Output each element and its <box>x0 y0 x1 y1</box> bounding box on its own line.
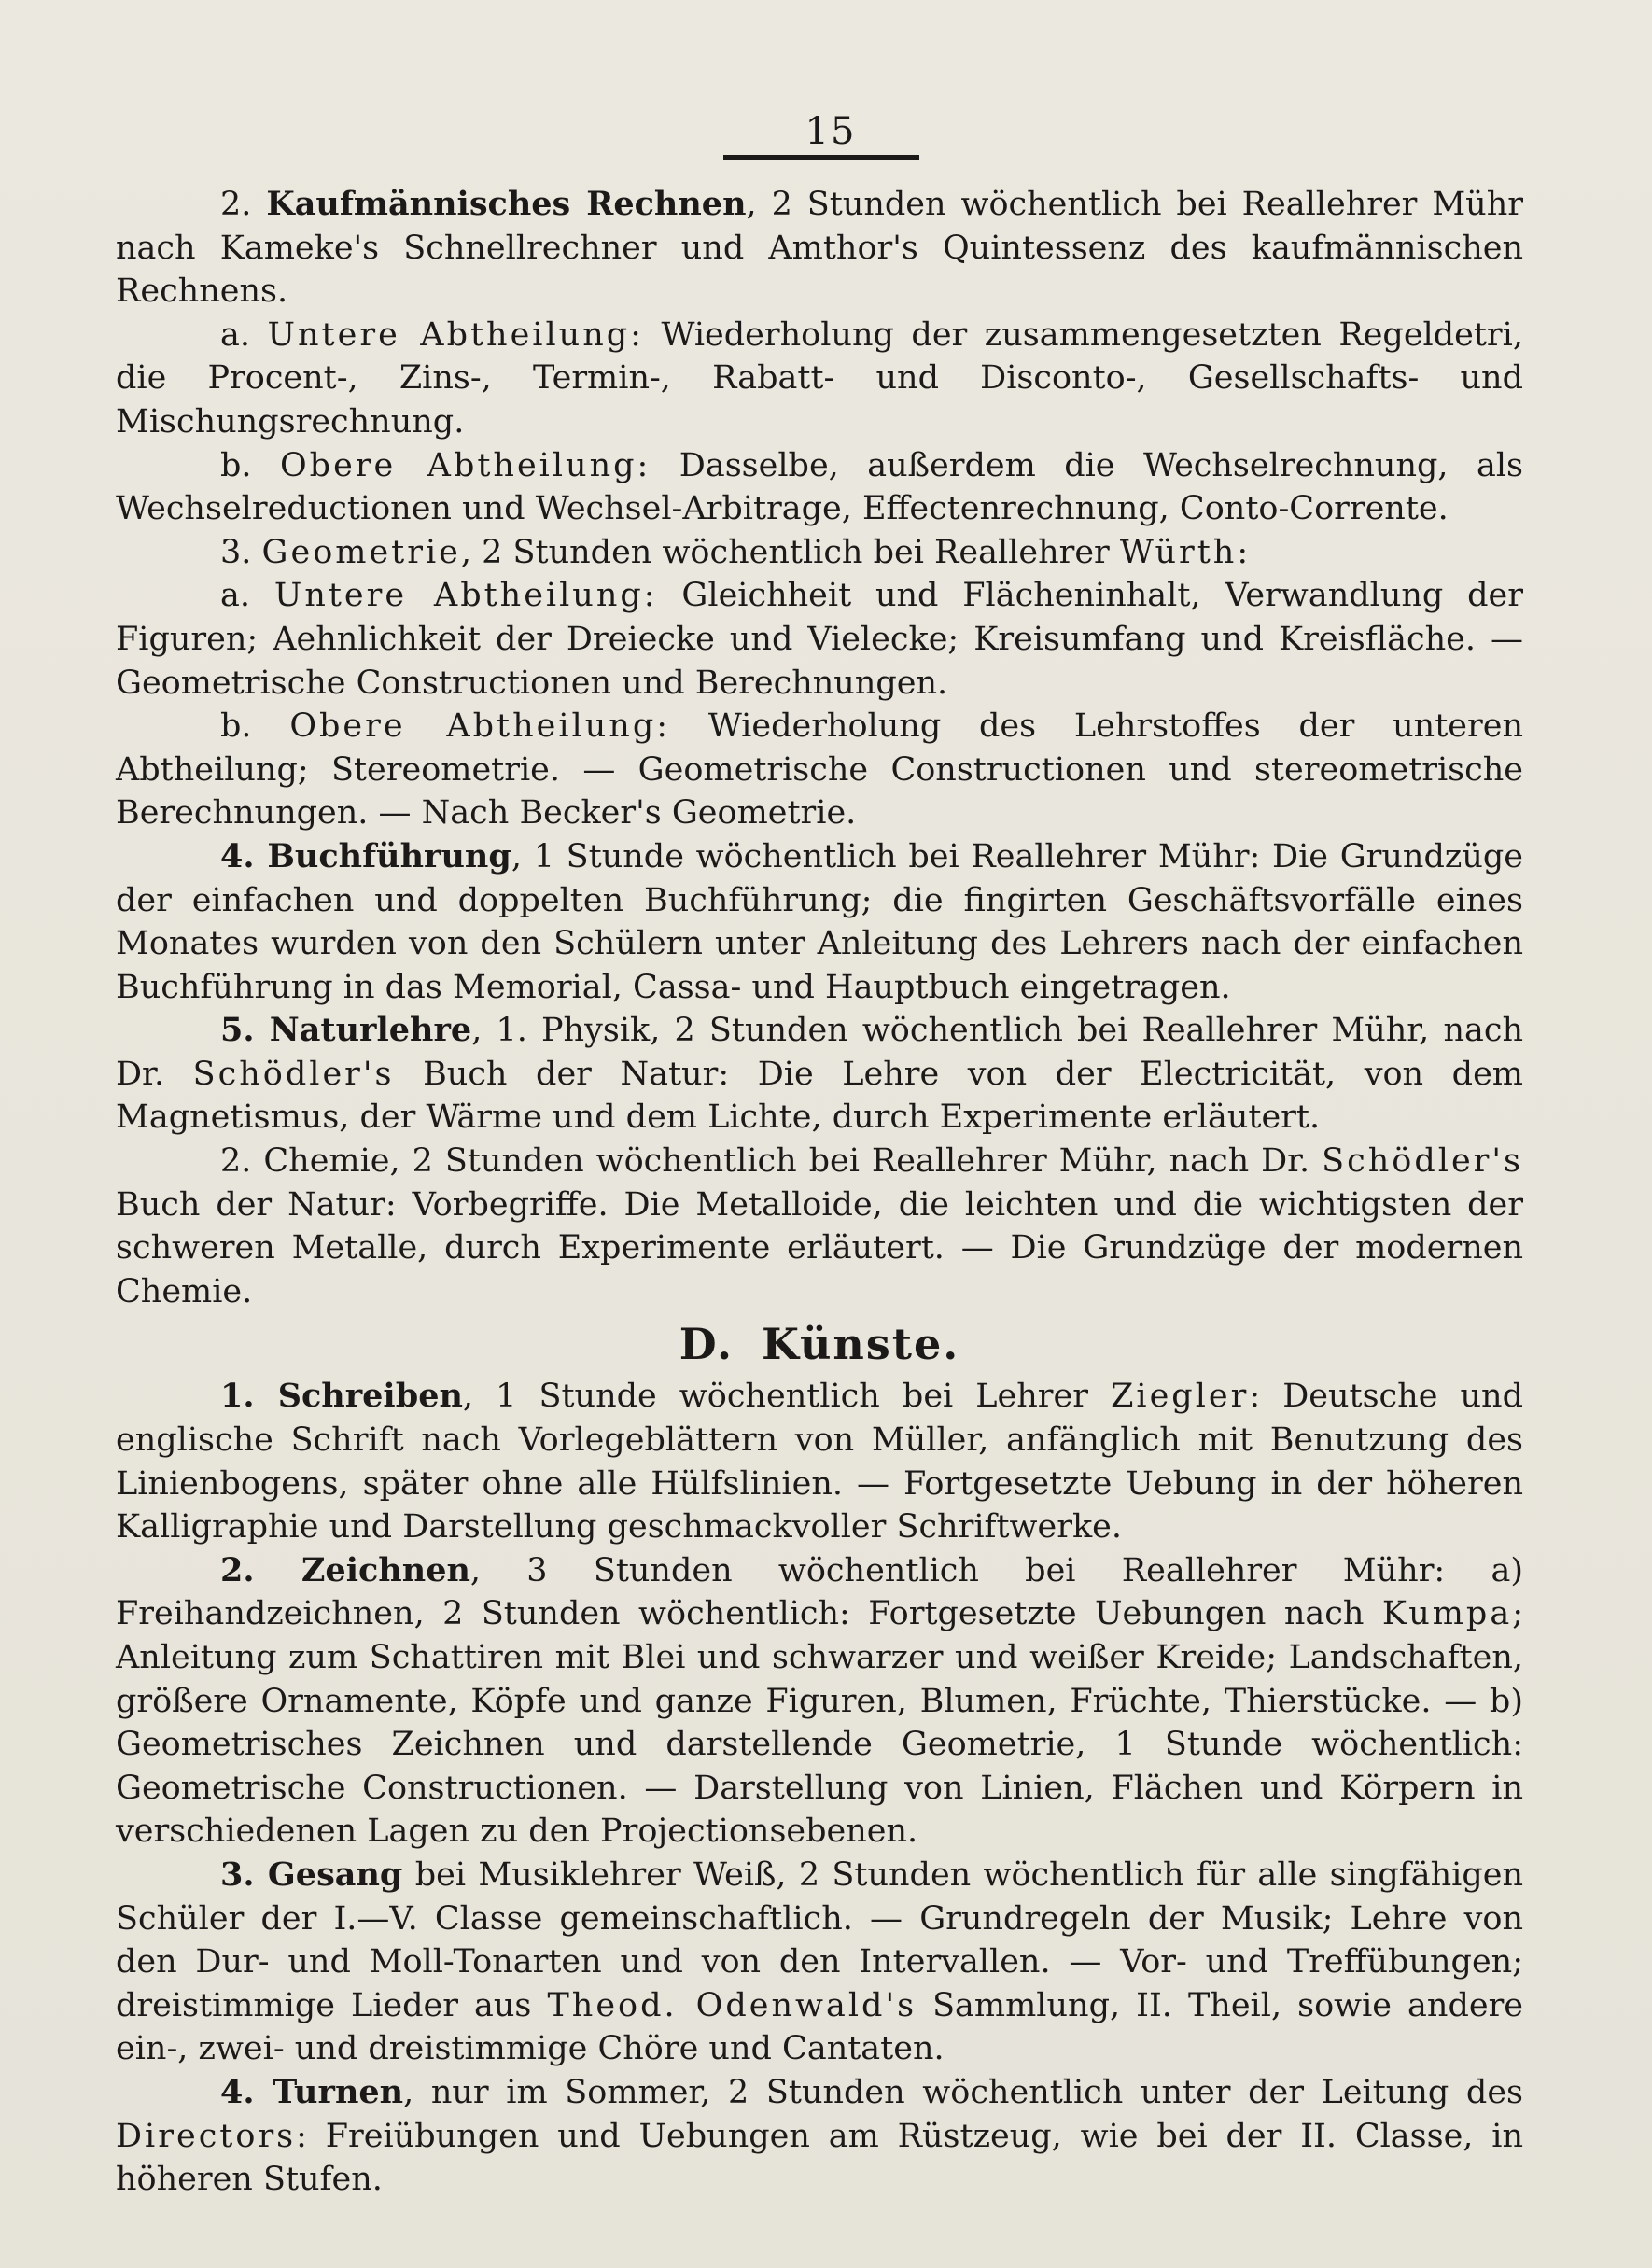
section-heading: D. Künste. <box>679 1319 960 1370</box>
paragraph-obere-abtheilung-rechnen: b. Obere Abtheilung: Dasselbe, außerdem die Wechselrechnung, als Wechselreductionen und Wechsel-Arbitrage, Effectenrechnung, Conto-Corrente. <box>116 446 1523 528</box>
paragraph-gesang: 3. Gesang bei Musiklehrer Weiß, 2 Stunden wöchentlich für alle singfähigen Schüler der I.—V. Classe gemeinschaftlich. — Grundregeln der Musik; Lehre von den Dur- und Moll-Tonarten und von den Intervallen. — Vor- und Treffübungen; dreistimmige Lieder aus Theod. Odenwald's Sammlung, II. Theil, sowie andere ein-, zwei- und dreistimmige Chöre und Cantaten. <box>116 1855 1524 2068</box>
paragraph-kaufmaennisches-rechnen: 2. Kaufmännisches Rechnen, 2 Stunden wöchentlich bei Reallehrer Mühr nach Kameke's Schnellrechner und Amthor's Quintessenz des kaufmännischen Rechnens. <box>116 185 1523 311</box>
paragraph-naturlehre: 5. Naturlehre, 1. Physik, 2 Stunden wöchentlich bei Reallehrer Mühr, nach Dr. Schödler's Buch der Natur: Die Lehre von der Electricität, von dem Magnetismus, der Wärme und dem Lichte, durch Experimente erläutert. <box>116 1011 1523 1137</box>
paragraph-geometrie: 3. Geometrie, 2 Stunden wöchentlich bei Reallehrer Würth: <box>220 533 1249 571</box>
paragraph-turnen: 4. Turnen, nur im Sommer, 2 Stunden wöchentlich unter der Leitung des Directors: Freiübungen und Uebungen am Rüstzeug, wie bei der II. Classe, in höheren Stufen. <box>116 2072 1523 2199</box>
paragraph-obere-abtheilung-geometrie: b. Obere Abtheilung: Wiederholung des Lehrstoffes der unteren Abtheilung; Stereometrie. — Geometrische Constructionen und stereometrische Berechnungen. — Nach Becker's Geometrie. <box>116 707 1523 833</box>
paragraph-buchfuehrung: 4. Buchführung, 1 Stunde wöchentlich bei Reallehrer Mühr: Die Grundzüge der einfachen und doppelten Buchführung; die fingirten Geschäftsvorfälle eines Monates wurden von den Schülern unter Anleitung des Lehrers nach der einfachen Buchführung in das Memorial, Cassa- und Hauptbuch eingetragen. <box>116 836 1523 1006</box>
body-text <box>116 183 1523 2202</box>
header-rule <box>723 155 919 160</box>
paragraph-untere-abtheilung-rechnen: a. Untere Abtheilung: Wiederholung der zusammengesetzten Regeldetri, die Procent-, Zins-, Termin-, Rabatt- und Disconto-, Gesellschafts- und Mischungsrechnung. <box>116 315 1523 441</box>
paragraph-untere-abtheilung-geometrie: a. Untere Abtheilung: Gleichheit und Flächeninhalt, Verwandlung der Figuren; Aehnlichkeit der Dreiecke und Vielecke; Kreisumfang und Kreisfläche. — Geometrische Constructionen und Berechnungen. <box>116 577 1523 702</box>
paragraph-schreiben: 1. Schreiben, 1 Stunde wöchentlich bei Lehrer Ziegler: Deutsche und englische Schrift nach Vorlegeblättern von Müller, anfänglich mit Benutzung des Linienbogens, später ohne alle Hülfslinien. — Fortgesetzte Uebung in der höheren Kalligraphie und Darstellung geschmackvoller Schriftwerke. <box>116 1377 1523 1547</box>
page-number: 15 <box>805 110 857 153</box>
paragraph-zeichnen: 2. Zeichnen, 3 Stunden wöchentlich bei Reallehrer Mühr: a) Freihandzeichnen, 2 Stunden wöchentlich: Fortgesetzte Uebungen nach Kumpa; Anleitung zum Schattiren mit Blei und schwarzer und weißer Kreide; Landschaften, größere Ornamente, Köpfe und ganze Figuren, Blumen, Früchte, Thierstücke. — b) Geometrisches Zeichnen und darstellende Geometrie, 1 Stunde wöchentlich: Geometrische Constructionen. — Darstellung von Linien, Flächen und Körpern in verschiedenen Lagen zu den Projectionsebenen. <box>116 1550 1523 1851</box>
paragraph-chemie: 2. Chemie, 2 Stunden wöchentlich bei Reallehrer Mühr, nach Dr. Schödler's Buch der Natur: Vorbegriffe. Die Metalloide, die leichten und die wichtigsten der schweren Metalle, durch Experimente erläutert. — Die Grundzüge der modernen Chemie. <box>116 1142 1523 1310</box>
